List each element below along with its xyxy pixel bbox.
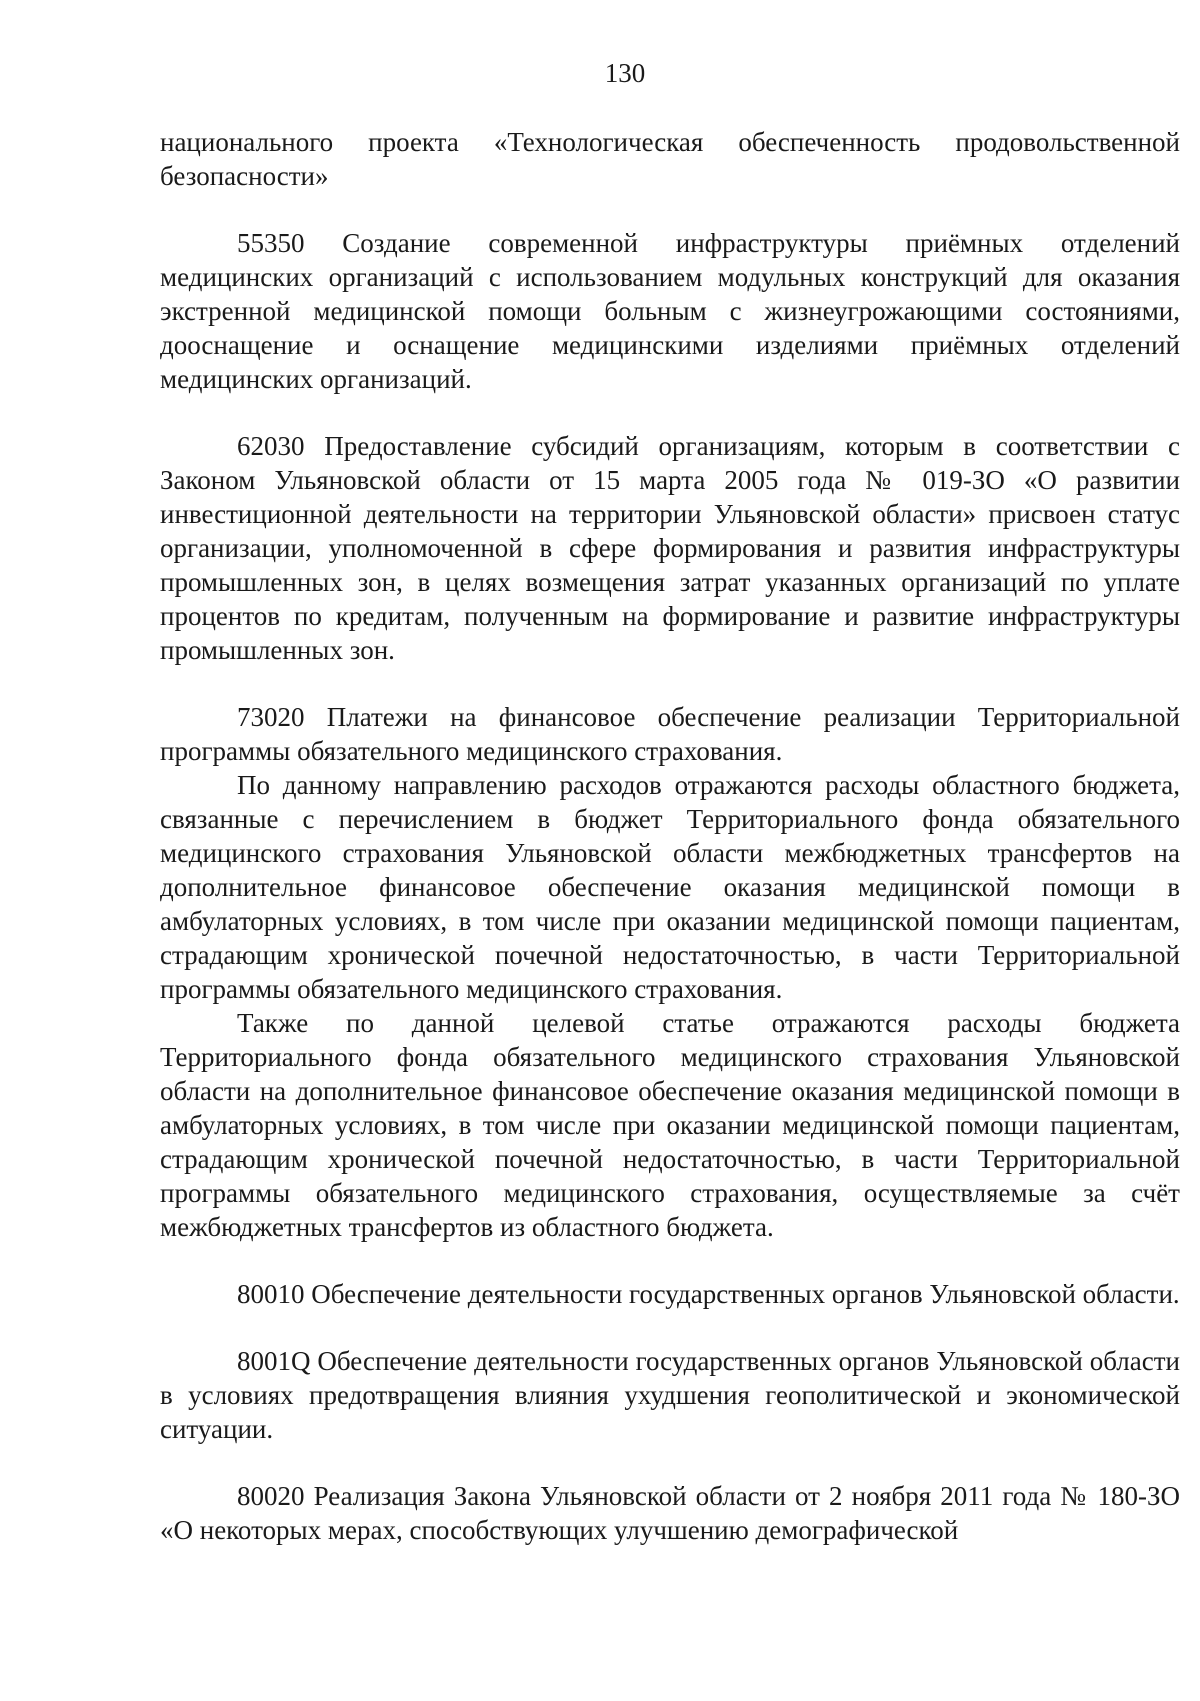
paragraph-73020: 73020 Платежи на финансовое обеспечение реализации Территориальной программы обязательного медицинского страхования. — [160, 702, 1180, 766]
paragraph-continuation: национального проекта «Технологическая обеспеченность продовольственной безопасности» — [160, 127, 1180, 191]
paragraph-73020-details: По данному направлению расходов отражаются расходы областного бюджета, связанные с перечислением в бюджет Территориального фонда обязательного медицинского страхования Ульяновской области межбюджетных трансфертов на дополнительное финансовое обеспечение оказания медицинской помощи в амбулаторных условиях, в том числе при оказании медицинской помощи пациентам, страдающим хронической почечной недостаточностью, в части Территориальной программы обязательного медицинского страхования. — [160, 770, 1180, 1004]
paragraph-80020: 80020 Реализация Закона Ульяновской области от 2 ноября 2011 года № 180-ЗО «О некоторых мерах, способствующих улучшению демографической — [160, 1481, 1180, 1545]
page-number: 130 — [604, 58, 646, 88]
paragraph-62030: 62030 Предоставление субсидий организациям, которым в соответствии с Законом Ульяновской области от 15 марта 2005 года № 019-ЗО «О развитии инвестиционной деятельности на территории Ульяновской области» присвоен статус организации, уполномоченной в сфере формирования и развития инфраструктуры промышленных зон, в целях возмещения затрат указанных организаций по уплате процентов по кредитам, полученным на формирование и развитие инфраструктуры промышленных зон. — [160, 431, 1180, 665]
paragraph-8001q: 8001Q Обеспечение деятельности государственных органов Ульяновской области в условиях предотвращения влияния ухудшения геополитической и экономической ситуации. — [160, 1346, 1180, 1444]
paragraph-55350: 55350 Создание современной инфраструктуры приёмных отделений медицинских организаций с использованием модульных конструкций для оказания экстренной медицинской помощи больным с жизнеугрожающими состояниями, дооснащение и оснащение медицинскими изделиями приёмных отделений медицинских организаций. — [160, 228, 1180, 394]
document-body — [160, 125, 1180, 1547]
paragraph-80010: 80010 Обеспечение деятельности государственных органов Ульяновской области. — [237, 1279, 1180, 1309]
paragraph-73020-also: Также по данной целевой статье отражаются расходы бюджета Территориального фонда обязательного медицинского страхования Ульяновской области на дополнительное финансовое обеспечение оказания медицинской помощи в амбулаторных условиях, в том числе при оказании медицинской помощи пациентам, страдающим хронической почечной недостаточностью, в части Территориальной программы обязательного медицинского страхования, осуществляемые за счёт межбюджетных трансфертов из областного бюджета. — [160, 1008, 1180, 1242]
